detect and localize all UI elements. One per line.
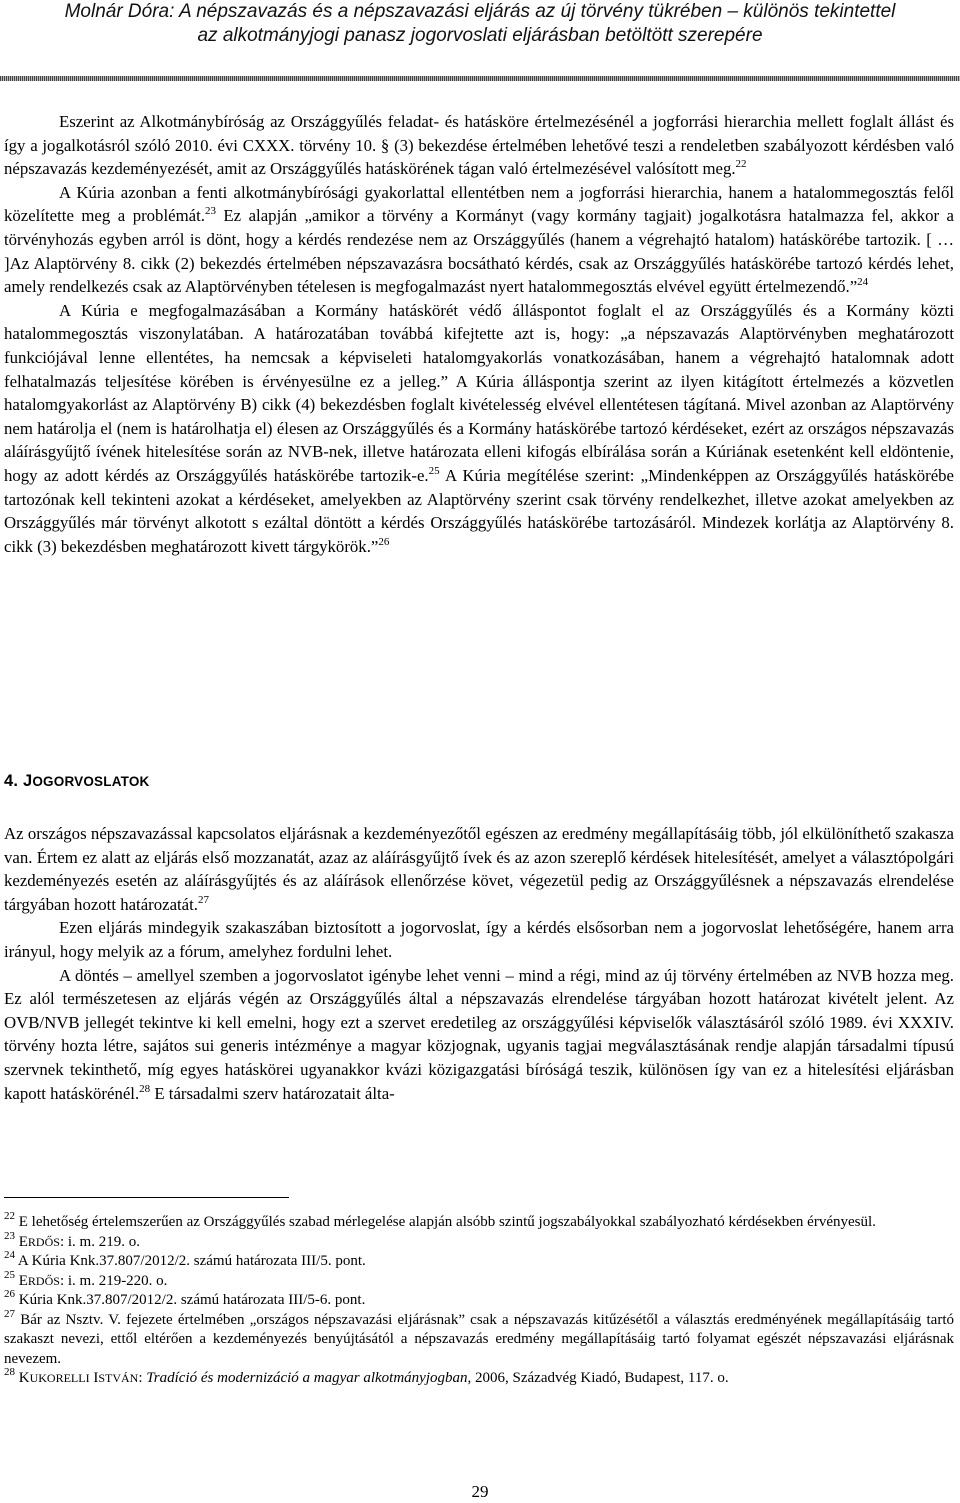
cited-work-title: Tradíció és modernizáció a magyar alkotmányjogban <box>146 1370 468 1386</box>
footnote-22 <box>4 1210 954 1233</box>
footnote-text: Kúria Knk.37.807/2012/2. számú határozata III/5-6. pont. <box>15 1292 366 1308</box>
footnotes <box>4 1210 954 1389</box>
section-number: 4. <box>4 772 23 790</box>
author-initial: I <box>93 1370 99 1386</box>
footnote-26 <box>4 1288 954 1311</box>
paragraph-text: Ez alapján „amikor a törvény a Kormányt (vagy kormány tagjait) jogalkotásra hatalmazza fel, akkor a törvényhozás egyben arról is dönt, hogy a kérdés rendezése nem az Országgyűlés (hanem a végrehajtó hatalom) hatáskörébe tartozik. [ … ]Az Alaptörvény 8. cikk (2) bekezdés értelmében népszavazásra bocsátható kérdés, csak az Országgyűlés hatáskörébe tartozó kérdés lehet, amely rendelkezés csak az Alaptörvényben tételesen is megfogalmazást nyert hatalommegosztás elvével együtt értelmezendő.” <box>4 206 955 297</box>
footnote-ref-23[interactable]: 23 <box>204 205 216 218</box>
footnote-number: 23 <box>4 1229 15 1242</box>
footnote-ref-26[interactable]: 26 <box>378 535 390 548</box>
running-header-line-1: Molnár Dóra: A népszavazás és a népszavazási eljárás az új törvény tükrében – különös tekintettel <box>64 1 896 22</box>
author-name-rest: RDŐS <box>27 1234 60 1249</box>
section-title-rest: OGORVOSLATOK <box>32 774 150 789</box>
footnote-27 <box>4 1307 954 1370</box>
paragraph <box>4 964 954 1106</box>
running-header-line-2: az alkotmányjogi panasz jogorvoslati eljárásban betöltött szerepére <box>197 25 763 46</box>
footnote-28 <box>4 1366 954 1389</box>
paragraph <box>4 822 954 916</box>
paragraph <box>4 110 954 181</box>
section-title-initial: J <box>22 772 33 790</box>
paragraph-text: A Kúria megítélése szerint: „Mindenképpen az Országgyűlés hatáskörébe tartozónak kell tekinteni azokat a kérdéseket, amelyekben az Alaptörvény szerint csak törvény rendelkezhet, illetve azokat amelyekben az Országgyűlés már törvényt alkotott s ezáltal döntött a kérdés Országgyűlés hatáskörébe tartozásáról. Mindezek korlátja az Alaptörvény 8. cikk (3) bekezdésben meghatározott kivett tárgykörök.” <box>4 465 954 556</box>
footnote-number: 25 <box>4 1268 15 1281</box>
footnote-23 <box>4 1229 954 1253</box>
footnote-number: 27 <box>4 1307 15 1320</box>
author-initial: E <box>18 1233 28 1250</box>
footnote-ref-24[interactable]: 24 <box>857 276 869 289</box>
footnote-ref-22[interactable]: 22 <box>735 158 747 171</box>
section-heading <box>4 772 150 791</box>
paragraph-text: A Kúria e megfogalmazásában a Kormány hatáskörét védő álláspontot foglalt el az Országgyűlés és a Kormány közti hatalommegosztás viszonylatában. A határozatában továbbá kifejtette azt is, hogy: „a népszavazás Alaptörvényben meghatározott funkciójával lenne ellentétes, ha nemcsak a képviseleti hatalomgyakorlás vonatkozásában, hanem a végrehajtó hatalomnak adott felhatalmazás teljesítése körében is érvényesülne ez a jelleg.” A Kúria álláspontja szerint az ilyen kitágított értelmezés a közvetlen hatalomgyakorlást az Alaptörvény B) cikk (4) bekezdésben foglalt kivételesség elvével ellentétesen tágítaná. Mivel azonban az Alaptörvény nem határolja el (nem is határolhatja el) élesen az Országgyűlés és a Kormány hatáskörébe tartozó kérdéseket, ezért az országos népszavazás aláírásgyűjtő ívének hitelesítése során az NVB-nek, illetve határozata elleni kifogás elbírálása során a Kúriának esetenként kell eldöntenie, hogy az adott kérdés az Országgyűlés hatáskörébe tartozik-e. <box>4 300 954 485</box>
paragraph-text: A döntés – amellyel szemben a jogorvoslatot igénybe lehet venni – mind a régi, mind az új törvény értelmében az NVB hozza meg. Ez alól természetesen az eljárás végén az Országgyűlés által a népszavazás elrendelése tárgyában hozott határozat kivételt jelent. Az OVB/NVB jellegét tekintve ki kell emelni, hogy ezt a szervet eredetileg az országgyűlési képviselők választásáról szóló 1989. évi XXXIV. törvény hozta létre, sajátos sui generis intézménye a magyar közjognak, ugyanis tagjai megválasztásának rendje alapján társadalmi típusú szervnek tekinthető, míg egyes hatáskörei ugyanakkor kvázi közigazgatási bíróságá teszik, különösen így van ez a hitelesítési eljárásban kapott hatáskörénél. <box>4 965 954 1103</box>
paragraph-text: Ezen eljárás mindegyik szakaszában biztosított a jogorvoslat, így a kérdés elsősorban nem a jogorvoslat lehetőségére, hanem arra irányul, hogy melyik az a fórum, amelyhez fordulni lehet. <box>4 918 954 961</box>
paragraph-text: Eszerint az Alkotmánybíróság az Országgyűlés feladat- és hatásköre értelmezésénél a jogforrási hierarchia mellett foglalt állást és így a jogalkotásról szóló 2010. évi CXXX. törvény 10. § (3) bekezdése értelmében lehetővé teszi a rendeletben szabályozott kérdésben való népszavazás kezdeményezését, amit az Országgyűlés hatáskörének tágan való értelmezésével valósított meg. <box>4 112 954 179</box>
footnote-separator-text: : <box>138 1370 147 1386</box>
author-name-rest: RDŐS <box>27 1273 60 1288</box>
footnote-24 <box>4 1249 954 1272</box>
footnote-25 <box>4 1268 954 1292</box>
paragraph <box>4 916 954 963</box>
footnote-ref-27[interactable]: 27 <box>197 893 209 906</box>
paragraph-text: A Kúria azonban a fenti alkotmánybírósági gyakorlattal ellentétben nem a jogforrási hierarchia, hanem a hatalommegosztás felől közelítette meg a problémát. <box>4 182 954 226</box>
paragraph <box>4 299 954 559</box>
author-initial: E <box>18 1272 28 1289</box>
footnote-ref-25[interactable]: 25 <box>428 464 440 477</box>
author-name-rest: STVÁN <box>98 1371 139 1385</box>
main-text-section-3 <box>4 110 954 558</box>
footnote-text: E lehetőség értelemszerűen az Országgyűlés szabad mérlegelése alapján alsóbb szintű jogszabályokkal szabályozható kérdésekben érvényesül. <box>15 1214 876 1230</box>
footnote-number: 26 <box>4 1288 15 1300</box>
footnote-text: : i. m. 219. o. <box>59 1233 140 1250</box>
header-divider <box>0 76 960 81</box>
main-text-section-4 <box>4 822 954 1105</box>
paragraph-text: E társadalmi szerv határozatait álta- <box>150 1083 395 1103</box>
running-header <box>2 0 958 48</box>
page-number: 29 <box>471 1482 489 1501</box>
paragraph <box>4 181 954 299</box>
footnote-separator <box>4 1197 289 1198</box>
author-initial: K <box>18 1370 30 1386</box>
footnote-text: A Kúria Knk.37.807/2012/2. számú határozata III/5. pont. <box>15 1253 366 1269</box>
author-name-rest: UKORELLI <box>29 1371 90 1385</box>
paragraph-text: Az országos népszavazással kapcsolatos eljárásnak a kezdeményezőtől egészen az eredmény megállapításáig több, jól elkülöníthető szakasza van. Értem ez alatt az eljárás első mozzanatát, azaz az aláírásgyűjtő ívek és az azon szereplő kérdések hitelesítését, amelyet a választópolgári kezdeményezés esetén az aláírásgyűjtés és az aláírások ellenőrzése követ, végezetül pedig az Országgyűlésnek a népszavazás elrendelése tárgyában hozott határozatát. <box>4 824 954 914</box>
footnote-ref-28[interactable]: 28 <box>139 1082 151 1095</box>
footnote-text: Bár az Nsztv. V. fejezete értelmében „országos népszavazási eljárásnak” csak a népszavazás kitűzésétől a választás eredményének megállapításáig tartó szakaszt nevezi, ettől eltérően a kezdeményezés benyújtásától a népszavazás eredmény megállapításáig tartó folyamat egészét népszavazási eljárásnak nevezem. <box>4 1311 954 1367</box>
footnote-number: 22 <box>4 1210 15 1222</box>
footnote-text: , 2006, Századvég Kiadó, Budapest, 117. o. <box>467 1370 729 1386</box>
footnote-number: 24 <box>4 1249 15 1261</box>
footnote-text: : i. m. 219-220. o. <box>59 1272 168 1289</box>
footnote-number: 28 <box>4 1366 15 1378</box>
